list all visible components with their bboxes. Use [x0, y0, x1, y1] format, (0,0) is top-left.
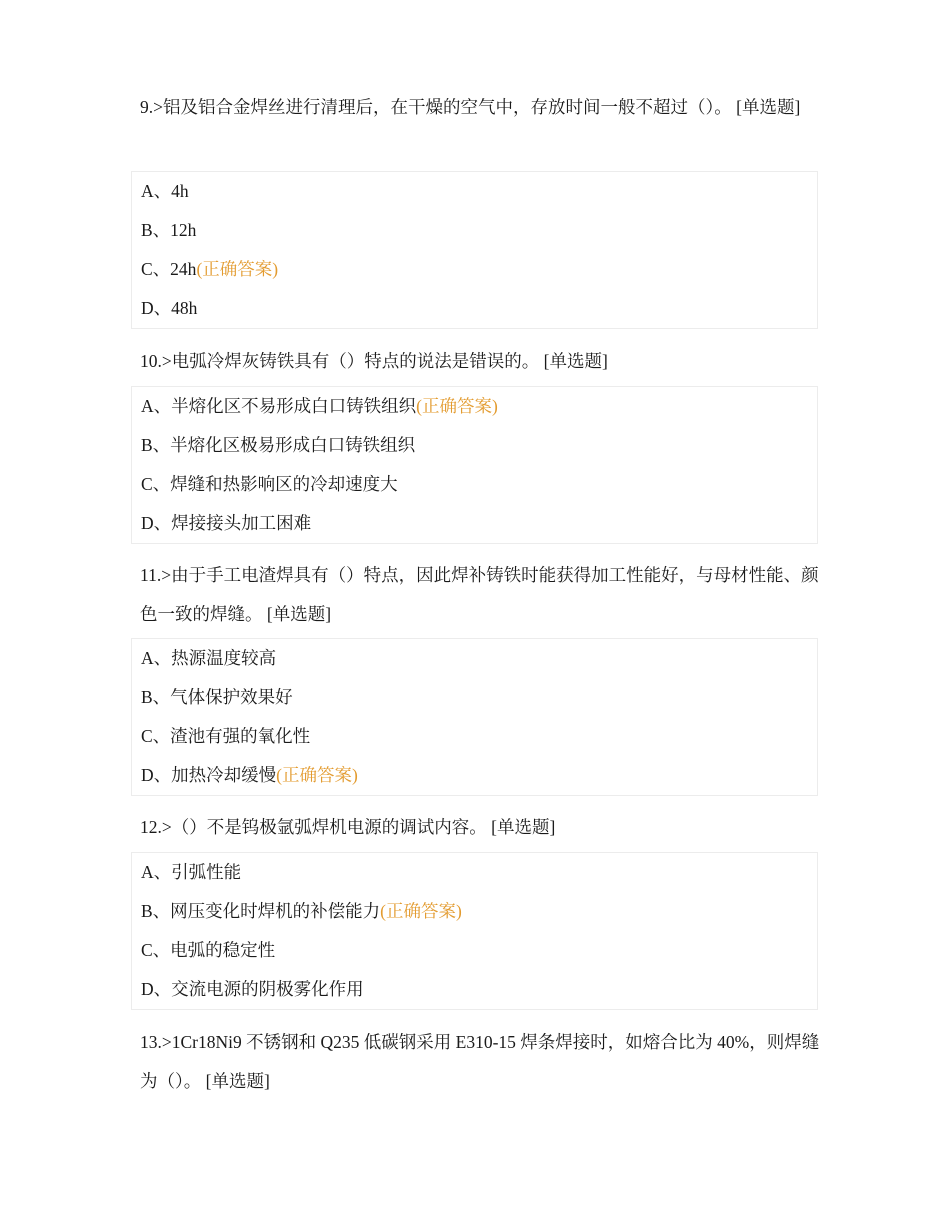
- question-stem: 12.>（）不是钨极氩弧焊机电源的调试内容。 [单选题]: [140, 817, 556, 837]
- option-list: [131, 852, 818, 1010]
- option-text: C、24h: [141, 259, 197, 279]
- option-text: A、热源温度较高: [141, 648, 277, 668]
- option-text: C、电弧的稳定性: [141, 940, 276, 960]
- question-stem: 13.>1Cr18Ni9 不锈钢和 Q235 低碳钢采用 E310-15 焊条焊接时，如熔合比为 40%，则焊缝为（）。 [单选题]: [140, 1032, 820, 1091]
- option-item: [132, 426, 817, 465]
- question-stem: 11.>由于手工电渣焊具有（）特点，因此焊补铸铁时能获得加工性能好，与母材性能、颜色一致的焊缝。 [单选题]: [140, 565, 819, 624]
- question-stem: 10.>电弧冷焊灰铸铁具有（）特点的说法是错误的。 [单选题]: [140, 351, 608, 371]
- option-item: [132, 853, 817, 892]
- correct-answer-mark: (正确答案): [276, 765, 358, 785]
- option-text: A、半熔化区不易形成白口铸铁组织: [141, 396, 417, 416]
- correct-answer-mark: (正确答案): [196, 259, 279, 279]
- option-item: [132, 211, 817, 250]
- option-text: D、交流电源的阴极雾化作用: [141, 979, 364, 999]
- option-item: [132, 970, 817, 1009]
- option-item: [132, 172, 817, 211]
- option-text: D、48h: [141, 298, 198, 318]
- option-list: [131, 171, 818, 329]
- option-list: [131, 386, 818, 544]
- option-item: [132, 504, 817, 543]
- option-text: C、焊缝和热影响区的冷却速度大: [141, 474, 398, 494]
- option-text: B、网压变化时焊机的补偿能力: [141, 901, 381, 921]
- question-stem: 9.>铝及铝合金焊丝进行清理后，在干燥的空气中，存放时间一般不超过（）。 [单选题]: [140, 97, 801, 117]
- correct-answer-mark: (正确答案): [380, 901, 462, 921]
- option-text: D、加热冷却缓慢: [141, 765, 277, 785]
- option-item: [132, 717, 817, 756]
- option-list: [131, 638, 818, 796]
- option-item: [132, 892, 817, 931]
- option-text: B、12h: [141, 220, 197, 240]
- option-text: C、渣池有强的氧化性: [141, 726, 311, 746]
- correct-answer-mark: (正确答案): [416, 396, 498, 416]
- option-item: [132, 678, 817, 717]
- option-text: B、半熔化区极易形成白口铸铁组织: [141, 435, 416, 455]
- option-item: [132, 756, 817, 795]
- option-text: A、4h: [141, 181, 189, 201]
- option-item: [132, 465, 817, 504]
- option-text: D、焊接接头加工困难: [141, 513, 312, 533]
- option-item: [132, 387, 817, 426]
- option-item: [132, 289, 817, 328]
- option-item: [132, 639, 817, 678]
- option-text: A、引弧性能: [141, 862, 242, 882]
- option-item: [132, 250, 817, 289]
- option-text: B、气体保护效果好: [141, 687, 293, 707]
- option-item: [132, 931, 817, 970]
